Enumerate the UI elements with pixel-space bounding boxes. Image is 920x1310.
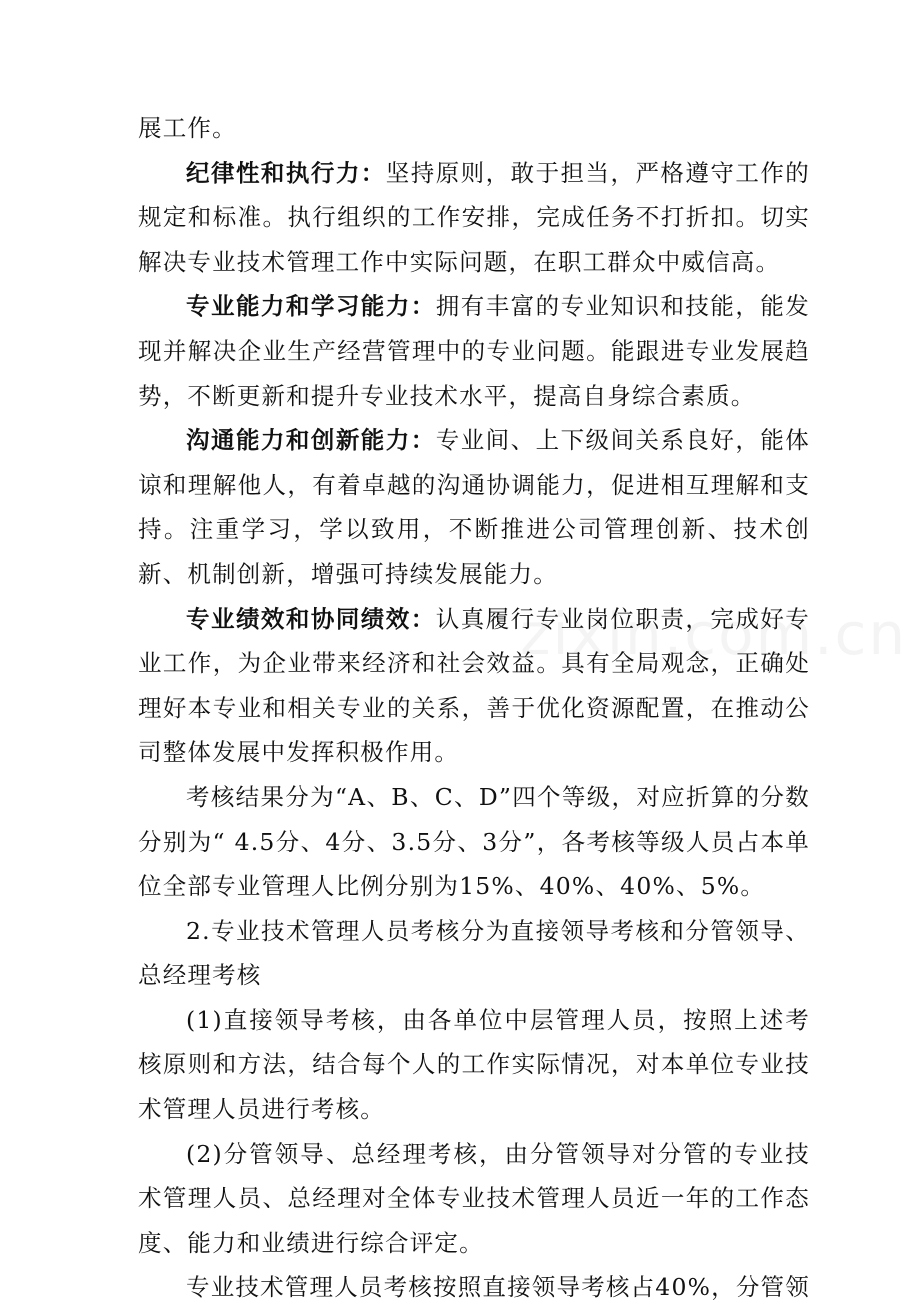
paragraph-text: 2.专业技术管理人员考核分为直接领导考核和分管领导、总经理考核 — [138, 916, 810, 990]
paragraph-discipline — [138, 151, 810, 285]
paragraph-grades — [138, 775, 810, 909]
paragraph-performance — [138, 597, 810, 775]
paragraph-text: 认真履行专业岗位职责，完成好专业工作，为企业带来经济和社会效益。具有全局观念，正确处理好本专业和相关专业的关系，善于优化资源配置，在推动公司整体发展中发挥积极作用。 — [138, 604, 811, 767]
paragraph-term: 纪律性和执行力： — [186, 158, 386, 187]
paragraph-section-2 — [138, 909, 810, 998]
paragraph-term: 专业能力和学习能力： — [186, 292, 436, 321]
paragraph-continuation — [138, 106, 810, 151]
document-page — [138, 106, 810, 1310]
paragraph-item-1 — [138, 998, 810, 1132]
paragraph-term: 专业绩效和协同绩效： — [186, 604, 436, 633]
paragraph-weighting — [138, 1265, 810, 1310]
paragraph-text: 专业间、上下级间关系良好，能体谅和理解他人，有着卓越的沟通协调能力，促进相互理解和支持。注重学习，学以致用，不断推进公司管理创新、技术创新、机制创新，增强可持续发展能力。 — [138, 426, 811, 588]
paragraph-text: (1)直接领导考核，由各单位中层管理人员，按照上述考核原则和方法，结合每个人的工作实际情况，对本单位专业技术管理人员进行考核。 — [138, 1005, 810, 1124]
paragraph-text: 考核结果分为“A、B、C、D”四个等级，对应折算的分数分别为“ 4.5分、4分、3.5分、3分”，各考核等级人员占本单位全部专业管理人比例分别为15%、40%、40%、5%。 — [138, 782, 810, 901]
paragraph-item-2 — [138, 1132, 810, 1266]
paragraph-text: 专业技术管理人员考核按照直接领导考核占40%，分管领 — [186, 1273, 810, 1302]
paragraph-text: 坚持原则，敢于担当，严格遵守工作的规定和标准。执行组织的工作安排，完成任务不打折扣。切实解决专业技术管理工作中实际问题，在职工群众中威信高。 — [138, 158, 810, 276]
paragraph-text: (2)分管领导、总经理考核，由分管领导对分管的专业技术管理人员、总经理对全体专业技术管理人员近一年的工作态度、能力和业绩进行综合评定。 — [138, 1139, 810, 1257]
paragraph-communication — [138, 418, 810, 596]
paragraph-term: 沟通能力和创新能力： — [186, 426, 436, 455]
paragraph-professional-ability — [138, 284, 810, 418]
paragraph-text: 展工作。 — [138, 114, 237, 142]
paragraph-text: 拥有丰富的专业知识和技能，能发现并解决企业生产经营管理中的专业问题。能跟进专业发展趋势，不断更新和提升专业技术水平，提高自身综合素质。 — [138, 292, 811, 410]
